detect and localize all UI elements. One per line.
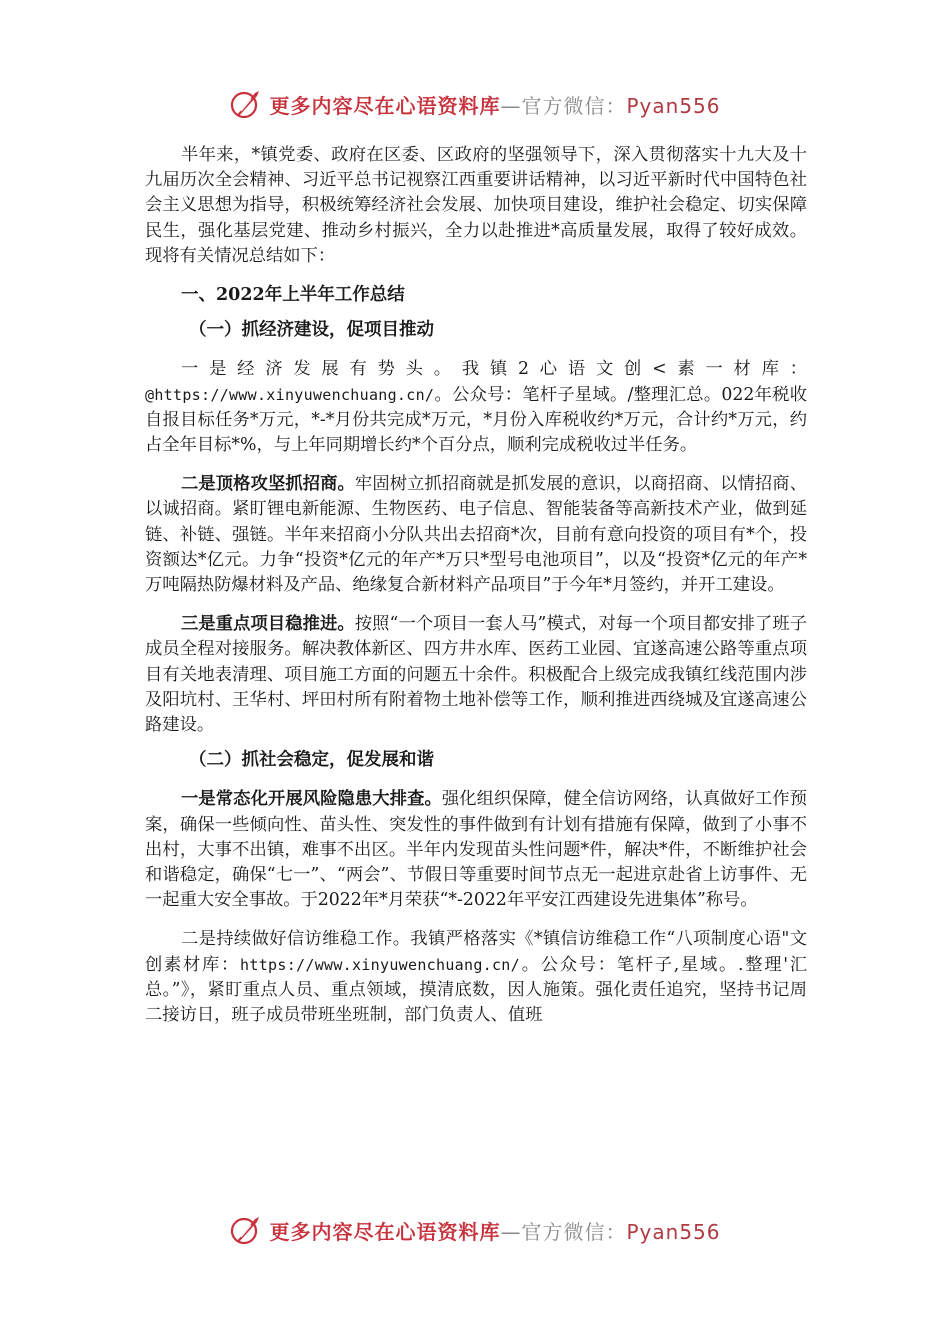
- quill-logo-icon: [229, 1213, 263, 1247]
- paragraph-economy-part-c: 。公众号：笔杆子星域。/整理汇总。022年税收自报目标任务*万元，*-*月份共完成*万元，*月份入库税收约*万元，合计约*万元，约占全年目标*%，与上年同期增长约*个百分点，顺利完成税收过半任务。: [145, 384, 807, 456]
- paragraph-risk-check: [145, 787, 807, 913]
- paragraph-investment: [145, 472, 807, 598]
- banner-text: [269, 90, 720, 119]
- banner-text: [269, 1216, 720, 1245]
- paragraph-economy-url: @https://www.xinyuwenchuang.cn/: [145, 385, 435, 404]
- paragraph-petition-part-a: 二是持续做好信访维稳工作。我镇严格落实《*镇信访维稳工作“八项制度心语"文创素材库：: [145, 929, 807, 975]
- footer-watermark-banner: [0, 1210, 950, 1250]
- paragraph-investment-body: 牢固树立抓招商就是抓发展的意识，以商招商、以情招商、以诚招商。紧盯锂电新能源、生物医药、电子信息、智能装备等高新技术产业，做到延链、补链、强链。半年来招商小分队共出去招商*次，目前有意向投资的项目有*个，投资额达*亿元。力争“投资*亿元的年产*万只*型号电池项目”，以及“投资*亿元的年产*万吨隔热防爆材料及产品、绝缘复合新材料产品项目”于今年*月签约，并开工建设。: [145, 474, 807, 596]
- section-title-1: 一、2022年上半年工作总结: [181, 285, 405, 306]
- subsection-title-2: （二）抓社会稳定，促发展和谐: [189, 750, 434, 771]
- banner-site-name: 更多内容尽在心语资料库: [269, 1219, 501, 1244]
- intro-paragraph: 半年来，*镇党委、政府在区委、区政府的坚强领导下，深入贯彻落实十九大及十九届历次全会精神、习近平总书记视察江西重要讲话精神，以习近平新时代中国特色社会主义思想为指导，积极统筹经济社会发展、加快项目建设，维护社会稳定、切实保障民生，强化基层党建、推动乡村振兴，全力以赴推进*高质量发展，取得了较好成效。现将有关情况总结如下：: [145, 145, 807, 266]
- banner-official-label: 官方微信：: [521, 1219, 627, 1244]
- banner-dash: —: [500, 93, 522, 118]
- paragraph-risk-check-body: 强化组织保障，健全信访网络，认真做好工作预案，确保一些倾向性、苗头性、突发性的事件做到有计划有措施有保障，做到了小事不出村，大事不出镇，难事不出区。半年内发现苗头性问题*件，解决*件，不断维护社会和谐稳定，确保“七一”、“两会”、节假日等重要时间节点无一起进京赴省上访事件、无一起重大安全事故。于2022年*月荣获“*-2022年平安江西建设先进集体”称号。: [145, 789, 807, 911]
- paragraph-key-projects: [145, 612, 807, 738]
- paragraph-petition-url: https://www.xinyuwenchuang.cn/: [240, 955, 520, 974]
- paragraph-risk-check-lead: 一是常态化开展风险隐患大排查。: [181, 789, 442, 810]
- document-body: [145, 143, 807, 1028]
- banner-official-label: 官方微信：: [521, 93, 627, 118]
- banner-wechat-id: Pyan556: [626, 93, 721, 118]
- quill-logo-icon: [229, 87, 263, 121]
- paragraph-economy-part-a: 一是经济发展有势头。我镇2心语文创<素一材库：: [181, 359, 807, 380]
- subsection-title-1: （一）抓经济建设，促项目推动: [189, 320, 434, 341]
- paragraph-economy: [145, 357, 807, 458]
- banner-dash: —: [500, 1219, 522, 1244]
- banner-site-name: 更多内容尽在心语资料库: [269, 93, 501, 118]
- banner-wechat-id: Pyan556: [626, 1219, 721, 1244]
- paragraph-petition: [145, 927, 807, 1028]
- paragraph-petition-part-c: 。公众号：笔杆子,星域。.整理'汇总。”》，紧盯重点人员、重点领域，摸清底数，因人施策。强化责任追究，坚持书记周二接访日，班子成员带班坐班制，部门负责人、值班: [145, 954, 807, 1026]
- paragraph-key-projects-lead: 三是重点项目稳推进。: [181, 614, 355, 635]
- paragraph-key-projects-body: 按照“一个项目一套人马”模式，对每一个项目都安排了班子成员全程对接服务。解决教体新区、四方井水库、医药工业园、宜遂高速公路等重点项目有关地表清理、项目施工方面的问题五十余件。积极配合上级完成我镇红线范围内涉及阳坑村、王华村、坪田村所有附着物土地补偿等工作，顺利推进西绕城及宜遂高速公路建设。: [145, 614, 807, 736]
- paragraph-investment-lead: 二是顶格攻坚抓招商。: [181, 474, 355, 495]
- header-watermark-banner: [0, 84, 950, 124]
